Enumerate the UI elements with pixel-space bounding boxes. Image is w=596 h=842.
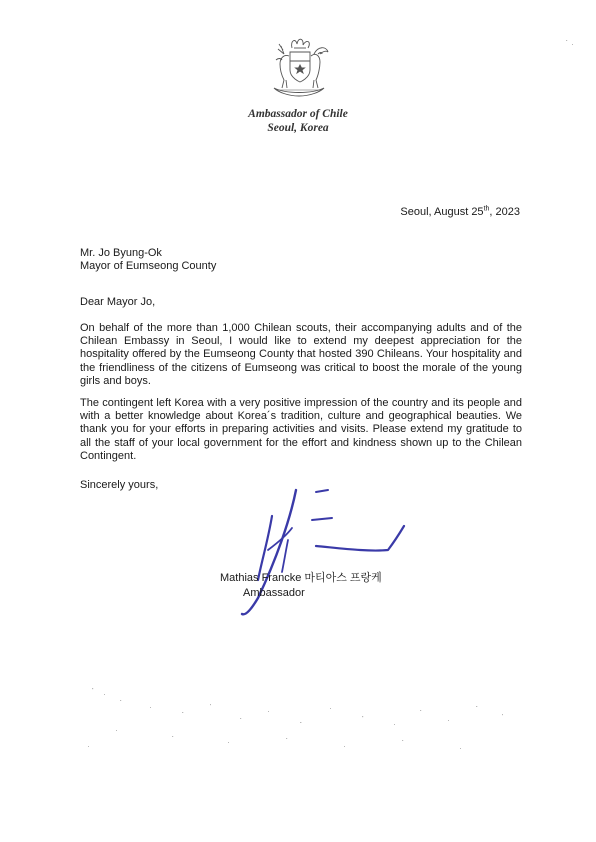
date-ordinal: th [483, 205, 490, 213]
body-paragraph-1: On behalf of the more than 1,000 Chilean scouts, their accompanying adults and of the Chilean Embassy in Seoul, I would like to extend my deepest appreciation for the hospitality offered by the Eumseong County that hosted 390 Chileans. Your hospitality and the friendliness of the citizens of Eumseong was critical to boost the morale of the young girls and boys. [80, 322, 522, 387]
letterhead-location: Seoul, Korea [267, 122, 329, 134]
letterhead-title: Ambassador of Chile [248, 108, 348, 120]
letter-date [400, 205, 520, 219]
date-day: Seoul, August 25 [400, 206, 484, 218]
chilean-coat-of-arms-icon [262, 36, 336, 98]
body-paragraph-2: The contingent left Korea with a very positive impression of the country and its people and with a better knowledge about Korea´s tradition, culture and geographical beauties. We thank you for your efforts in preparing activities and visits. Please extend my gratitude to all the staff of your local government for the effort and kindness shown up to the Chilean Contingent. [80, 397, 522, 462]
recipient-name: Mr. Jo Byung-Ok [80, 247, 162, 259]
salutation: Dear Mayor Jo, [80, 296, 156, 308]
recipient-title: Mayor of Eumseong County [80, 260, 217, 272]
date-year: , 2023 [489, 206, 520, 218]
closing: Sincerely yours, [80, 479, 159, 491]
signer-name: Mathias Francke 마티아스 프랑케 [220, 572, 382, 584]
signer-title: Ambassador [243, 587, 305, 599]
